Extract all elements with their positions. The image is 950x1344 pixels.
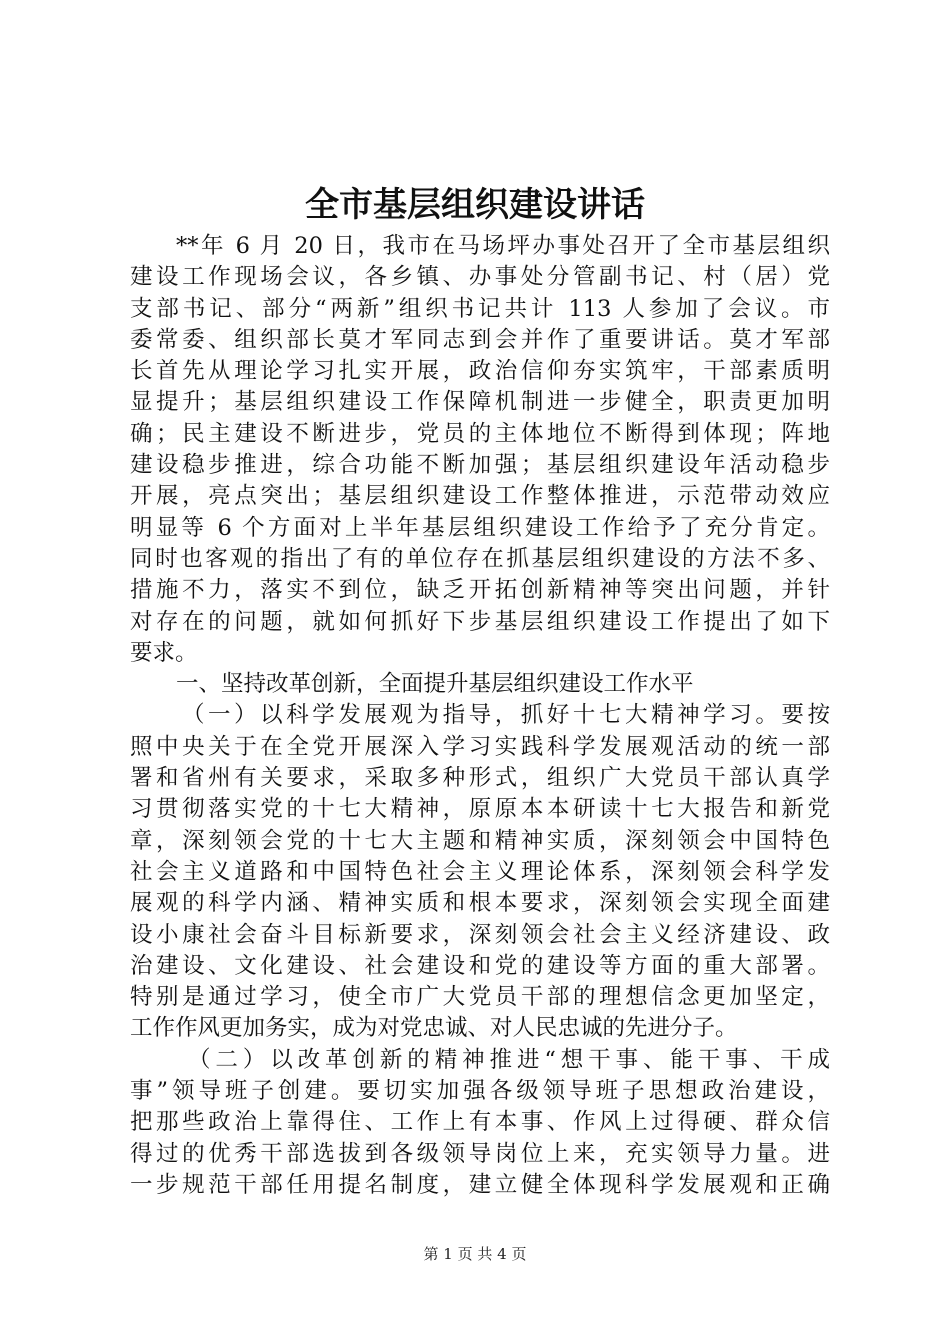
document-title: 全市基层组织建设讲话 [305,185,645,225]
text-line: 社会主义道路和中国特色社会主义理论体系，深刻领会科学发 [130,858,830,885]
text-line: 一步规范干部任用提名制度，建立健全体现科学发展观和正确 [130,1171,830,1198]
text-line: 治建设、文化建设、社会建设和党的建设等方面的重大部署。 [130,952,830,979]
text-line: 建设稳步推进，综合功能不断加强；基层组织建设年活动稳步 [130,452,830,479]
text-line: 工作作风更加务实，成为对党忠诚、对人民忠诚的先进分子。 [130,1015,738,1042]
text-line: 署和省州有关要求，采取多种形式，组织广大党员干部认真学 [130,765,830,792]
text-line: 把那些政治上靠得住、工作上有本事、作风上过得硬、群众信 [130,1109,830,1136]
text-line: 显提升；基层组织建设工作保障机制进一步健全，职责更加明 [130,389,830,416]
text-line: 建设工作现场会议，各乡镇、办事处分管副书记、村（居）党 [130,264,830,291]
text-line: **年 6 月 20 日，我市在马场坪办事处召开了全市基层组织 [176,233,830,259]
text-line: 委常委、组织部长莫才军同志到会并作了重要讲话。莫才军部 [130,326,830,353]
text-line: 确；民主建设不断进步，党员的主体地位不断得到体现；阵地 [130,420,830,447]
page-footer: 第 1 页 共 4 页 [423,1245,527,1263]
text-line: 设小康社会奋斗目标新要求，深刻领会社会主义经济建设、政 [130,921,830,948]
text-line: 对存在的问题，就如何抓好下步基层组织建设工作提出了如下 [130,608,830,635]
text-line: 同时也客观的指出了有的单位存在抓基层组织建设的方法不多、 [130,545,830,572]
text-line: 措施不力，落实不到位，缺乏开拓创新精神等突出问题，并针 [130,577,830,604]
text-line: 支部书记、部分“两新”组织书记共计 113 人参加了会议。市 [130,295,830,322]
text-line: 照中央关于在全党开展深入学习实践科学发展观活动的统一部 [130,733,830,760]
text-line: 特别是通过学习，使全市广大党员干部的理想信念更加坚定， [130,984,830,1011]
section-heading: 一、坚持改革创新，全面提升基层组织建设工作水平 [176,671,694,698]
text-line: （二）以改革创新的精神推进“想干事、能干事、干成 [188,1046,830,1073]
text-line: 得过的优秀干部选拔到各级领导岗位上来，充实领导力量。进 [130,1140,830,1167]
text-line: 要求。 [130,639,198,666]
text-line: 章，深刻领会党的十七大主题和精神实质，深刻领会中国特色 [130,827,830,854]
text-line: 开展，亮点突出；基层组织建设工作整体推进，示范带动效应 [130,483,830,510]
text-line: 明显等 6 个方面对上半年基层组织建设工作给予了充分肯定。 [130,514,830,541]
text-line: 习贯彻落实党的十七大精神，原原本本研读十七大报告和新党 [130,796,830,823]
text-line: 长首先从理论学习扎实开展，政治信仰夯实筑牢，干部素质明 [130,358,830,385]
text-line: （一）以科学发展观为指导，抓好十七大精神学习。要按 [182,702,830,729]
document-body [130,231,830,1201]
text-line: 事”领导班子创建。要切实加强各级领导班子思想政治建设， [130,1078,830,1105]
text-line: 展观的科学内涵、精神实质和根本要求，深刻领会实现全面建 [130,890,830,917]
